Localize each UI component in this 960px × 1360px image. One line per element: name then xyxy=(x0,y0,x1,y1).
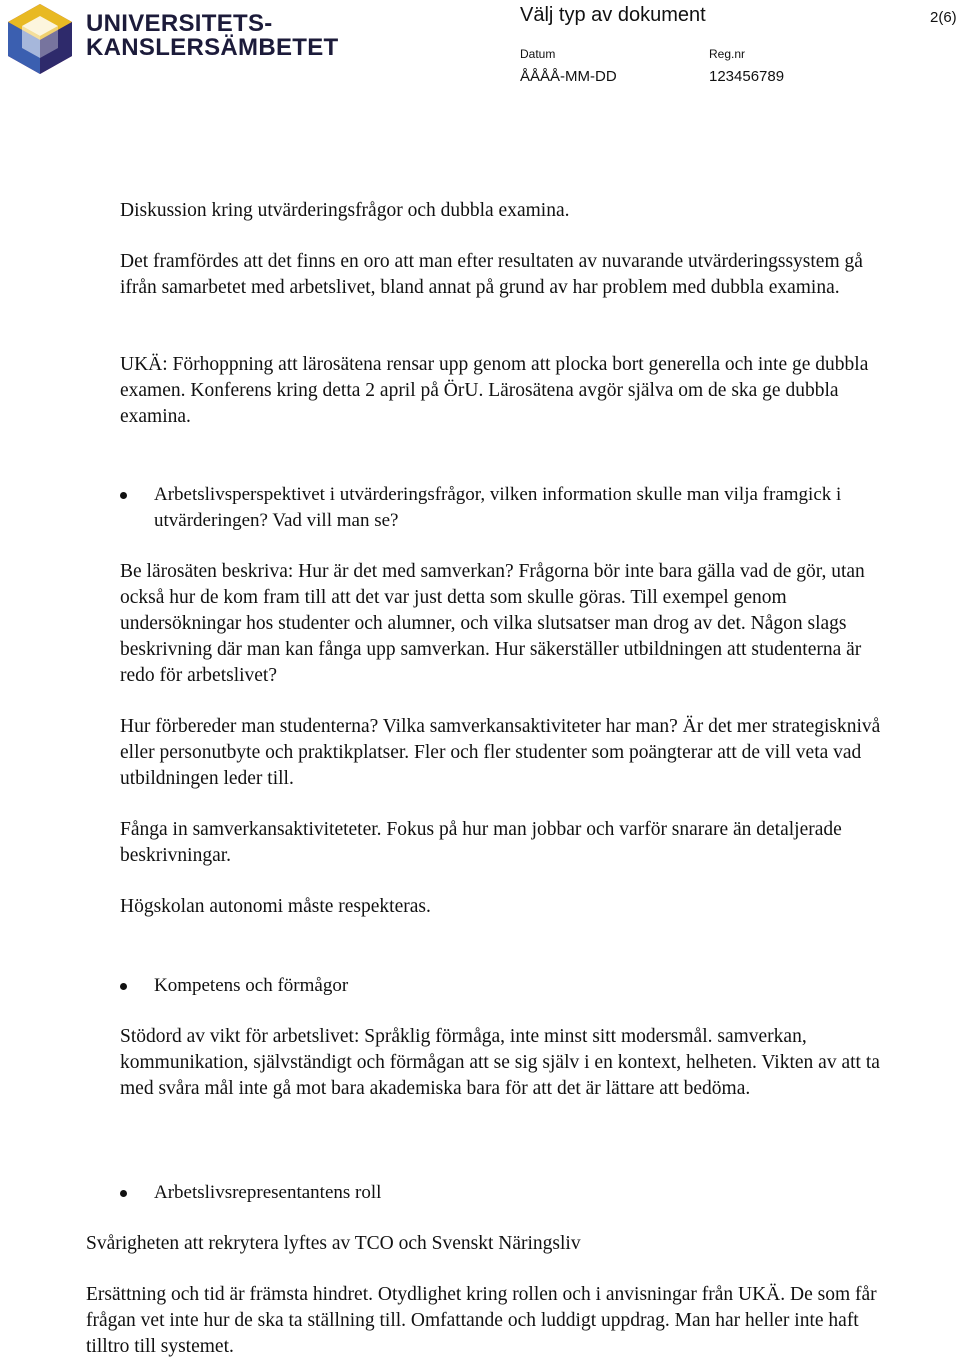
bullet-text: Kompetens och förmågor xyxy=(154,975,349,996)
paragraph-discussion-heading: Diskussion kring utvärderingsfrågor och dubbla examina. xyxy=(120,200,570,221)
paragraph-keywords: Stödord av vikt för arbetslivet: Språklig förmåga, inte minst sitt modersmål. samverkan, kommunikation, självständigt och förmågan att se sig själv i en kontext, helheten. Vikten av att ta med svåra mål inte gå mot bara akademiska bara för att det är lättare att bedöma. xyxy=(120,1026,880,1099)
bullet-icon xyxy=(120,492,127,499)
paragraph-uka-hope: UKÄ: Förhoppning att lärosätena rensar upp genom att plocka bort generella och inte ge dubbla examen. Konferens kring detta 2 april på ÖrU. Lärosätena avgör själva om de ska ge dubbla examina. xyxy=(120,354,869,427)
paragraph-recruitment: Svårigheten att rekrytera lyftes av TCO och Svenskt Näringsliv xyxy=(86,1233,581,1254)
ukä-logo-icon xyxy=(6,2,74,76)
paragraph-describe-collaboration: Be lärosäten beskriva: Hur är det med samverkan? Frågorna bör inte bara gälla vad de gör, utan också hur de kom fram till att det var just detta som skulle göras. Till exempel genom undersökningar hos studenter och alumner, och vilka slutsatser man drog av det. Någon slags beskrivning där man kan fånga upp samverkan. Hur säkerställer utbildningen att studenterna är redo för arbetslivet? xyxy=(120,561,865,686)
page-number: 2(6) xyxy=(930,9,957,26)
document-title: Välj typ av dokument xyxy=(520,4,706,26)
paragraph-autonomy: Högskolan autonomi måste respekteras. xyxy=(120,896,431,917)
bullet-text: Arbetslivsperspektivet i utvärderingsfrågor, vilken information skulle man vilja framgick i utvärderingen? Vad vill man se? xyxy=(154,484,842,531)
bullet-icon xyxy=(120,1190,127,1197)
paragraph-concern: Det framfördes att det finns en oro att man efter resultaten av nuvarande utvärderingssystem gå ifrån samarbetet med arbetslivet, bland annat på grund av har problem med dubbla examina. xyxy=(120,251,863,298)
date-label: Datum xyxy=(520,47,556,61)
bullet-text: Arbetslivsrepresentantens roll xyxy=(154,1182,382,1203)
paragraph-capture-activities: Fånga in samverkansaktiviteteter. Fokus på hur man jobbar och varför snarare än detaljerade beskrivningar. xyxy=(120,819,842,866)
paragraph-prepare-students: Hur förbereder man studenterna? Vilka samverkansaktiviteter har man? Är det mer strategisknivå eller personutbyte och praktikplatser. Fler och fler studenter som poängterar att de vill veta vad utbildningen leder till. xyxy=(120,716,881,789)
bullet-icon xyxy=(120,983,127,990)
organization-name-line2: KANSLERSÄMBETET xyxy=(86,34,339,61)
regnr-label: Reg.nr xyxy=(709,47,746,61)
paragraph-compensation: Ersättning och tid är främsta hindret. Otydlighet kring rollen och i anvisningar från UKÄ. De som får frågan vet inte hur de ska ta ställning till. Omfattande och luddigt uppdrag. Man har heller inte haft tilltro till systemet. xyxy=(86,1284,877,1357)
date-value: ÅÅÅÅ-MM-DD xyxy=(520,68,617,85)
organization-name-line1: UNIVERSITETS- xyxy=(86,10,273,37)
regnr-value: 123456789 xyxy=(709,68,785,85)
organization-name xyxy=(86,12,339,60)
